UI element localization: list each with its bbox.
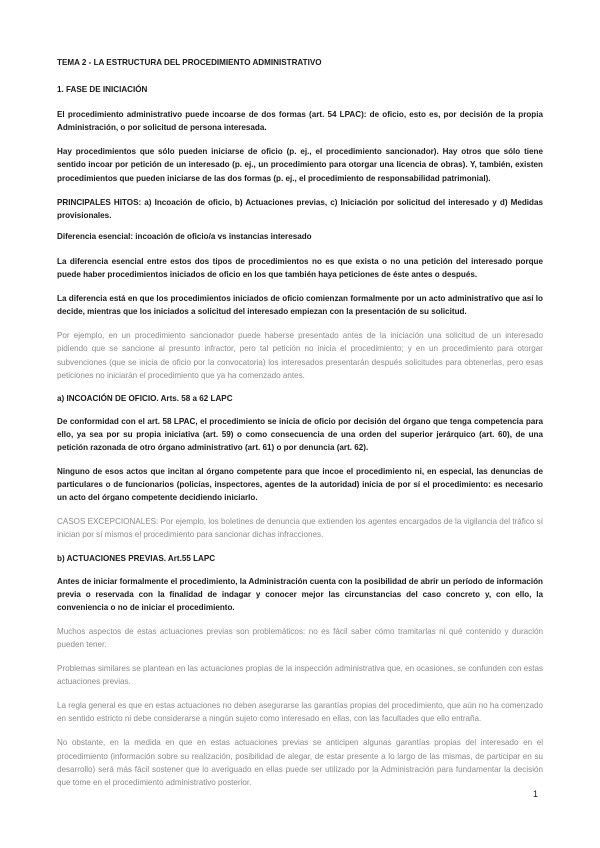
- document-title: TEMA 2 - LA ESTRUCTURA DEL PROCEDIMIENTO ADMINISTRATIVO: [57, 58, 322, 67]
- paragraph-regla-general: La regla general es que en estas actuaciones no deben asegurarse las garantías propias del procedimiento, que aún no ha comenzado en sentido estricto ni debe considerarse a ningún sujeto como interesado en ellas, con las facultades que ello entraña.: [57, 701, 543, 724]
- paragraph-diferencia-esencial: La diferencia esencial entre estos dos tipos de procedimientos no es que exista o no una petición del interesado porque puede haber procedimientos iniciados de oficio en los que también haya peticiones de éste antes o después.: [57, 256, 543, 280]
- paragraph-aspectos-problematicos: Muchos aspectos de estas actuaciones previas son problemáticos: no es fácil saber cómo tramitarlas ni qué contenido y duración pueden tener.: [57, 626, 543, 649]
- section-heading-incoacion-oficio: a) INCOACIÓN DE OFICIO. Arts. 58 a 62 LAPC: [57, 393, 233, 403]
- paragraph-inspeccion: Problemas similares se plantean en las actuaciones propias de la inspección administrativa que, en ocasiones, se confunden con estas actuaciones previas.: [57, 664, 543, 687]
- paragraph-formas-incoacion: El procedimiento administrativo puede incoarse de dos formas (art. 54 LPAC): de oficio, esto es, por decisión de la propia Administración, o por solicitud de persona interesada.: [57, 110, 543, 133]
- paragraph-diferencia-acto: La diferencia está en que los procedimientos iniciados de oficio comienzan formalmente por un acto administrativo que así lo decide, mientras que los iniciados a solicitud del interesado empiezan con la presentación de su solicitud.: [57, 294, 543, 317]
- paragraph-art-58: De conformidad con el art. 58 LPAC, el procedimiento se inicia de oficio por decisión del órgano que tenga competencia para ello, ya sea por su propia iniciativa (art. 59) o como consecuencia de una orden del superior jerárquico (art. 60), de una petición razonada de otro órgano administrativo (art. 61) o por denuncia (art. 62).: [57, 416, 543, 452]
- section-heading-actuaciones-previas: b) ACTUACIONES PREVIAS. Art.55 LAPC: [57, 553, 216, 563]
- section-heading-iniciacion: 1. FASE DE INICIACIÓN: [57, 85, 148, 95]
- paragraph-denuncias: Ninguno de esos actos que incitan al órgano competente para que incoe el procedimiento ni, en especial, las denuncias de particulares o de funcionarios (policías, inspectores, agentes de la autoridad) inicia de por sí el procedimiento: es necesario un acto del órgano competente decidiendo iniciarlo.: [57, 467, 543, 503]
- paragraph-ejemplo-sancionador: Por ejemplo, en un procedimiento sancionador puede haberse presentado antes de la iniciación una solicitud de un interesado pidiendo que se sancione al presunto infractor, pero tal petición no inicia el procedimiento; y en un procedimiento para otorgar subvenciones (que se inicia de oficio por la convocatoria) los interesados presentarán después solicitudes para obtenerlas, pero esas peticiones no iniciarán el procedimiento que ya ha comenzado antes.: [57, 331, 543, 380]
- paragraph-diferencia-esencial-heading: Diferencia esencial: incoación de oficio/a vs instancias interesado: [57, 231, 312, 241]
- paragraph-informacion-previa: Antes de iniciar formalmente el procedimiento, la Administración cuenta con la posibilidad de abrir un período de información previa o reservada con la finalidad de indagar y conocer mejor las circunstancias del caso concreto y, con ello, la conveniencia o no de iniciar el procedimiento.: [57, 576, 543, 612]
- paragraph-casos-excepcionales: CASOS EXCEPCIONALES: Por ejemplo, los boletines de denuncia que extienden los agentes encargados de la vigilancia del tráfico sí inician por sí mismos el procedimiento para sancionar dichas infracciones.: [57, 517, 543, 540]
- paragraph-principales-hitos: PRINCIPALES HITOS: a) Incoación de oficio, b) Actuaciones previas, c) Iniciación por solicitud del interesado y d) Medidas provisionales.: [57, 197, 543, 220]
- paragraph-tipos-procedimientos: Hay procedimientos que sólo pueden iniciarse de oficio (p. ej., el procedimiento sancionador). Hay otros que sólo tiene sentido incoar por petición de un interesado (p. ej., un procedimiento para otorgar una licencia de obras). Y, también, existen procedimientos que pueden iniciarse de las dos formas (p. ej., el procedimiento de responsabilidad patrimonial).: [57, 147, 543, 183]
- page-number: 1: [533, 789, 539, 799]
- paragraph-no-obstante: No obstante, en la medida en que en estas actuaciones previas se anticipen algunas garantías propias del interesado en el procedimiento (información sobre su realización, posibilidad de alegar, de estar presente a lo largo de las mismas, de participar en su desarrollo) será más fácil sostener que lo averiguado en ellas puede ser utilizado por la Administración para fundamentar la decisión que tome en el procedimiento administrativo posterior.: [57, 738, 543, 787]
- document-body: [57, 56, 543, 789]
